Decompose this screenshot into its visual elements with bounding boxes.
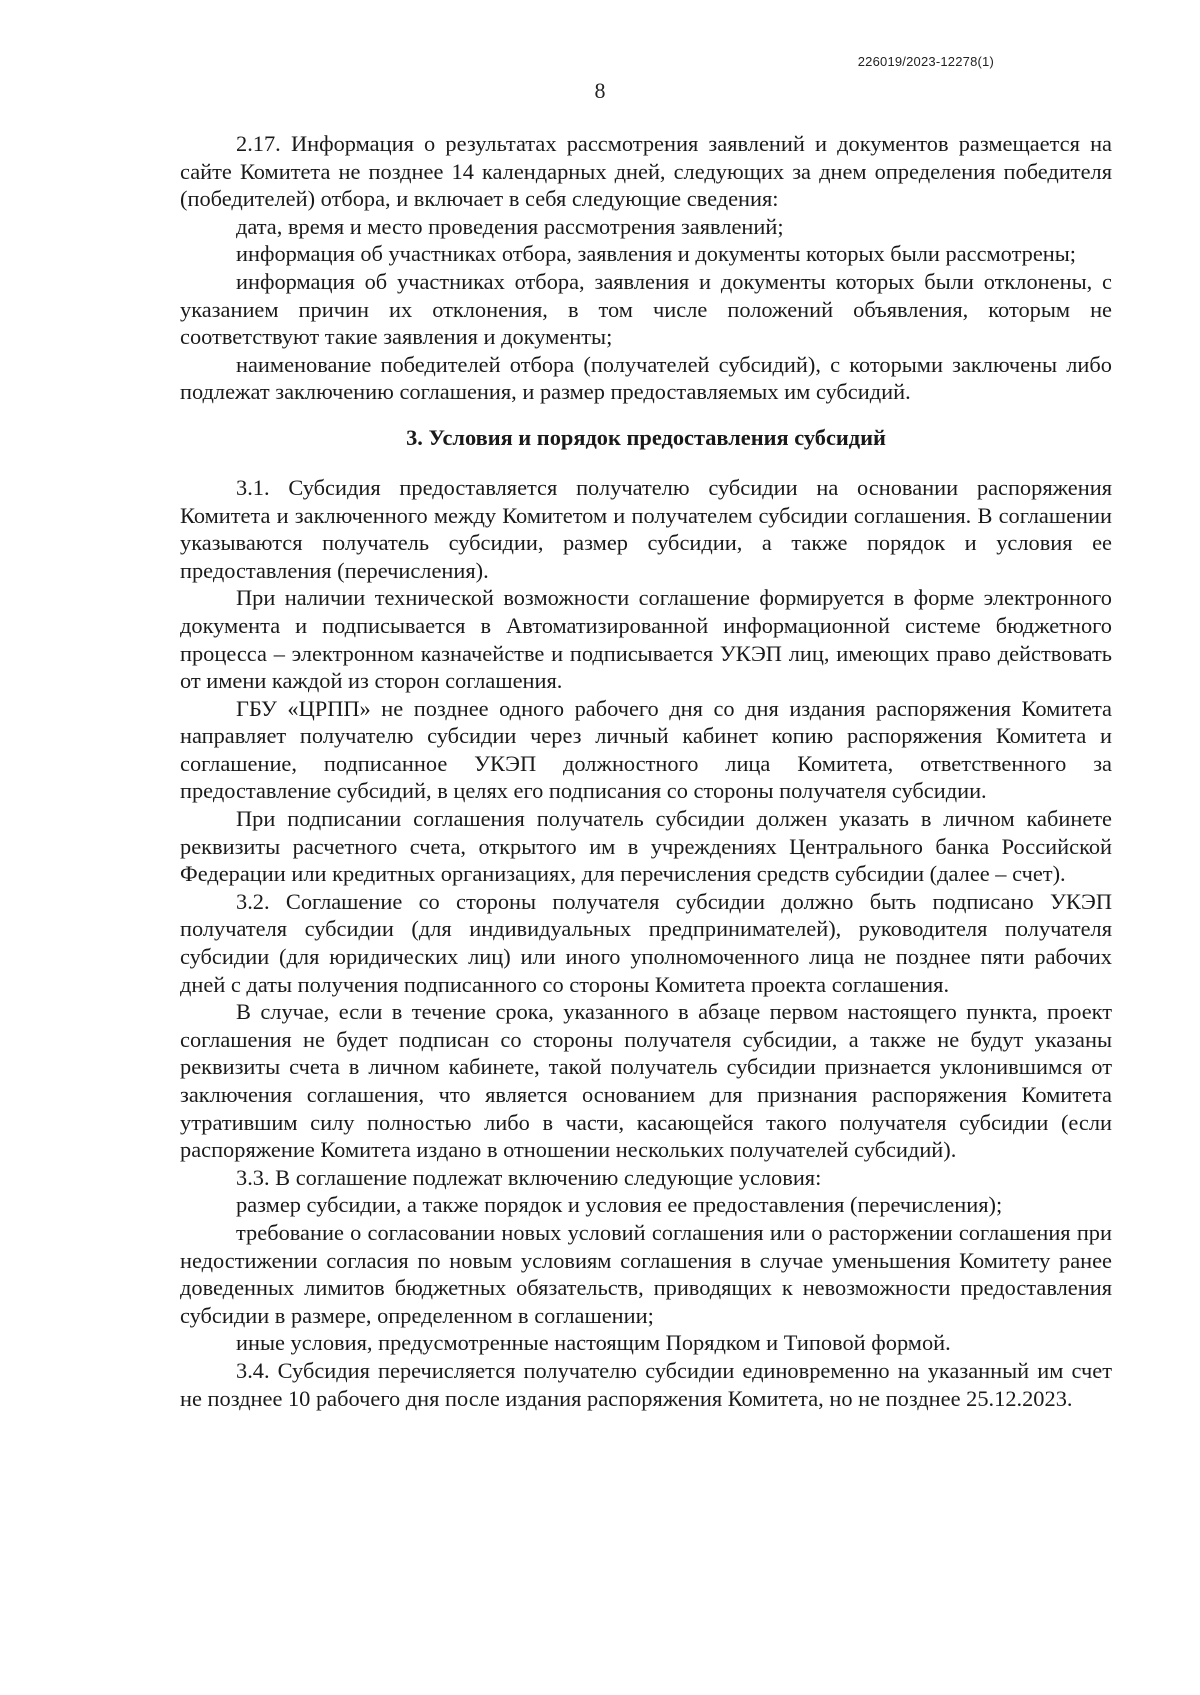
section-3-heading: 3. Условия и порядок предоставления субсидий bbox=[406, 424, 886, 450]
paragraph: ГБУ «ЦРПП» не позднее одного рабочего дня со дня издания распоряжения Комитета направляет получателю субсидии через личный кабинет копию распоряжения Комитета и соглашение, подписанное УКЭП должностного лица Комитета, ответственного за предоставление субсидий, в целях его подписания со стороны получателя субсидии. bbox=[180, 695, 1112, 804]
paragraph-3-1: 3.1. Субсидия предоставляется получателю субсидии на основании распоряжения Комитета и заключенного между Комитетом и получателем субсидии соглашения. В соглашении указываются получатель субсидии, размер субсидии, а также порядок и условия ее предоставления (перечисления). bbox=[180, 474, 1112, 583]
page-number: 8 bbox=[594, 78, 606, 103]
paragraph-list-item: информация об участниках отбора, заявления и документы которых были рассмотрены; bbox=[236, 241, 1077, 267]
paragraph-2-17: 2.17. Информация о результатах рассмотрения заявлений и документов размещается на сайте Комитета не позднее 14 календарных дней, следующих за днем определения победителя (победителей) отбора, и включает в себя следующие сведения: bbox=[180, 131, 1112, 212]
paragraph-3-2: 3.2. Соглашение со стороны получателя субсидии должно быть подписано УКЭП получателя субсидии (для индивидуальных предпринимателей), руководителя получателя субсидии (для юридических лиц) или иного уполномоченного лица не позднее пяти рабочих дней с даты получения подписанного со стороны Комитета проекта соглашения. bbox=[180, 888, 1112, 997]
paragraph-list-item: информация об участниках отбора, заявления и документы которых были отклонены, с указанием причин их отклонения, в том числе положений объявления, которым не соответствуют такие заявления и документы; bbox=[180, 268, 1112, 350]
paragraph-list-item: дата, время и место проведения рассмотрения заявлений; bbox=[236, 213, 784, 239]
document-id: 226019/2023-12278(1) bbox=[857, 54, 994, 69]
paragraph: При подписании соглашения получатель субсидии должен указать в личном кабинете реквизиты расчетного счета, открытого им в учреждениях Центрального банка Российской Федерации или кредитных организациях, для перечисления средств субсидии (далее – счет). bbox=[180, 806, 1112, 887]
document-body bbox=[180, 130, 1112, 1412]
paragraph-3-3: 3.3. В соглашение подлежат включению следующие условия: bbox=[236, 1164, 822, 1190]
paragraph-list-item: размер субсидии, а также порядок и условия ее предоставления (перечисления); bbox=[236, 1192, 1003, 1218]
paragraph-list-item: требование о согласовании новых условий соглашения или о расторжении соглашения при недостижении согласия по новым условиям соглашения в случае уменьшения Комитету ранее доведенных лимитов бюджетных обязательств, приводящих к невозможности предоставления субсидии в размере, определенном в соглашении; bbox=[180, 1219, 1112, 1328]
paragraph: При наличии технической возможности соглашение формируется в форме электронного документа и подписывается в Автоматизированной информационной системе бюджетного процесса – электронном казначействе и подписывается УКЭП лиц, имеющих право действовать от имени каждой из сторон соглашения. bbox=[180, 585, 1112, 694]
paragraph: В случае, если в течение срока, указанного в абзаце первом настоящего пункта, проект соглашения не будет подписан со стороны получателя субсидии, а также не будут указаны реквизиты счета в личном кабинете, такой получатель субсидии признается уклонившимся от заключения соглашения, что является основанием для признания распоряжения Комитета утратившим силу полностью либо в части, касающейся такого получателя субсидии (если распоряжение Комитета издано в отношении нескольких получателей субсидий). bbox=[180, 999, 1112, 1163]
paragraph-3-4: 3.4. Субсидия перечисляется получателю субсидии единовременно на указанный им счет не позднее 10 рабочего дня после издания распоряжения Комитета, но не позднее 25.12.2023. bbox=[180, 1357, 1112, 1411]
paragraph-list-item: наименование победителей отбора (получателей субсидий), с которыми заключены либо подлежат заключению соглашения, и размер предоставляемых им субсидий. bbox=[180, 351, 1112, 405]
paragraph-list-item: иные условия, предусмотренные настоящим Порядком и Типовой формой. bbox=[236, 1330, 951, 1356]
